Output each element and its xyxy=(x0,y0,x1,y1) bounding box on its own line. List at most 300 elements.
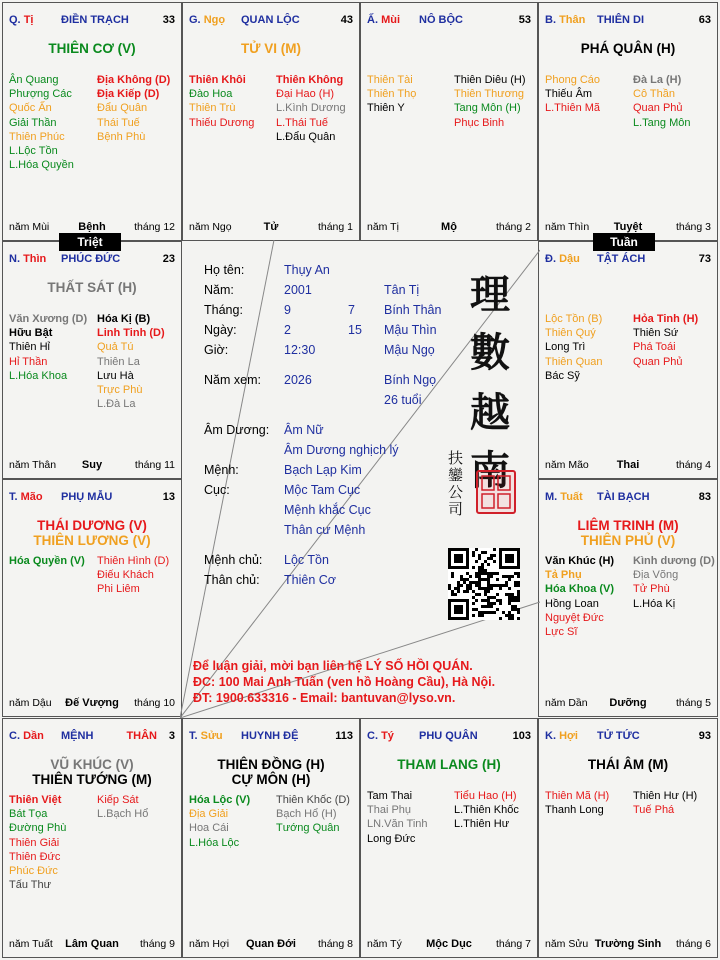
trang-sinh-stage: Mộc Dục xyxy=(426,938,472,950)
month-value: 9 xyxy=(284,303,291,317)
nguyet-han-month: tháng 4 xyxy=(675,459,711,471)
minor-star: Thiên Sứ xyxy=(633,327,679,340)
dai-han-number: 43 xyxy=(340,14,353,26)
palace-footer xyxy=(545,697,711,710)
minor-star: Kiếp Sát xyxy=(97,794,139,806)
minor-star: Thiên Thương xyxy=(454,88,525,101)
minor-stars-right xyxy=(276,793,350,836)
minor-star: Thiếu Âm xyxy=(545,88,593,101)
palace-name: TÀI BẠCH xyxy=(597,491,650,503)
minor-star: Lưu Hà xyxy=(97,369,134,382)
minor-star: L.Hóa Khoa xyxy=(9,369,68,382)
minor-star: Phượng Các xyxy=(9,88,72,101)
minor-star: Tướng Quân xyxy=(276,822,340,835)
minor-stars-right xyxy=(633,73,690,130)
minor-star: Hóa Khoa (V) xyxy=(545,583,615,596)
stem-label: G. xyxy=(189,14,201,26)
view-year-label: Năm xem: xyxy=(204,373,261,387)
minor-stars-right xyxy=(97,554,169,597)
palace-dan[interactable] xyxy=(2,718,182,958)
minor-star: Thiên Trù xyxy=(189,102,236,115)
nguyet-han-month: tháng 3 xyxy=(675,221,711,233)
palace-name: PHU QUÂN xyxy=(419,730,478,742)
minor-star: Linh Tinh (D) xyxy=(97,327,165,340)
minor-star: Thiên Mã (H) xyxy=(545,790,610,802)
nguyet-han-month: tháng 9 xyxy=(139,938,175,950)
trang-sinh-stage: Mộ xyxy=(441,221,457,233)
month-lunar: 7 xyxy=(348,303,355,317)
than-marker: THÂN xyxy=(126,730,157,742)
minor-star: Long Trì xyxy=(545,341,586,354)
minor-star: Long Đức xyxy=(367,832,416,845)
palace-header xyxy=(545,253,711,267)
minor-stars-left xyxy=(9,312,87,383)
palace-name: TỬ TỨC xyxy=(597,730,640,742)
year-label: Năm: xyxy=(204,283,234,297)
minor-star: Đà La (H) xyxy=(633,74,682,86)
minor-star: Địa Giải xyxy=(189,808,229,821)
trang-sinh-stage: Tử xyxy=(263,221,279,233)
minor-stars-left xyxy=(9,554,85,568)
palace-name: QUAN LỘC xyxy=(241,14,300,26)
menh-label: Mệnh: xyxy=(204,463,239,477)
palace-footer xyxy=(189,221,353,234)
trang-sinh-stage: Dưỡng xyxy=(609,697,647,709)
minor-stars-left xyxy=(189,793,250,850)
stem-label: C. xyxy=(367,730,378,742)
minor-stars-right xyxy=(97,793,148,821)
triet-tag: Triệt xyxy=(59,233,121,251)
nguyet-han-month: tháng 6 xyxy=(675,938,711,950)
stem-label: B. xyxy=(545,14,556,26)
palace-name: NÔ BỘC xyxy=(419,14,463,26)
hour-label: Giờ: xyxy=(204,343,229,357)
main-star: THIÊN LƯƠNG (V) xyxy=(33,533,151,548)
palace-name: TẬT ÁCH xyxy=(597,253,646,265)
day-value: 2 xyxy=(284,323,291,337)
minor-star: Tam Thai xyxy=(367,790,413,802)
palace-footer xyxy=(545,938,711,951)
minor-star: Thiên Phúc xyxy=(9,130,65,143)
palace-ty[interactable] xyxy=(360,718,538,958)
main-star: THAM LANG (H) xyxy=(397,757,501,772)
palace-footer xyxy=(9,938,175,951)
branch-label: Dần xyxy=(23,730,44,742)
minor-star: L.Lộc Tồn xyxy=(9,145,58,158)
palace-footer xyxy=(367,221,531,234)
minor-star: Tiểu Hao (H) xyxy=(454,790,517,802)
tieu-han-year: năm Thân xyxy=(9,459,57,471)
minor-star: Quốc Ấn xyxy=(9,102,52,115)
amduong-value: Âm Nữ xyxy=(284,423,324,437)
minor-star: L.Hóa Kị xyxy=(633,597,676,610)
minor-stars-right xyxy=(633,789,697,817)
amduong-note: Âm Dương nghịch lý xyxy=(284,443,399,457)
dai-han-number: 93 xyxy=(698,730,711,742)
palace-footer xyxy=(189,938,353,951)
minor-stars-right xyxy=(97,312,165,411)
minor-star: Địa Kiếp (D) xyxy=(97,88,160,101)
minor-stars-left xyxy=(189,73,254,130)
minor-stars-right xyxy=(97,73,170,144)
main-stars xyxy=(539,757,717,772)
palace-header xyxy=(9,491,175,505)
minor-star: Đại Hao (H) xyxy=(276,88,335,101)
tieu-han-year: năm Tý xyxy=(367,938,402,950)
minor-star: Thái Tuế xyxy=(97,116,140,129)
minor-stars-right xyxy=(454,73,526,130)
minor-star: Hữu Bật xyxy=(9,327,53,340)
main-stars xyxy=(183,41,359,56)
minor-star: Cô Thần xyxy=(633,88,675,101)
minor-star: L.Thiên Mã xyxy=(545,102,601,115)
minor-star: Tuế Phá xyxy=(633,804,675,817)
palace-header xyxy=(545,730,711,744)
branch-label: Sửu xyxy=(200,730,223,742)
stem-label: M. xyxy=(545,491,558,503)
minor-star: Phong Cáo xyxy=(545,74,601,86)
main-star: TỬ VI (M) xyxy=(241,41,301,56)
minor-star: Tang Môn (H) xyxy=(454,102,521,115)
main-stars xyxy=(539,41,717,56)
palace-hoi[interactable] xyxy=(538,718,718,958)
palace-branch xyxy=(9,730,44,742)
palace-branch xyxy=(545,491,583,503)
stem-label: C. xyxy=(9,730,20,742)
palace-tuat[interactable] xyxy=(538,479,718,717)
main-stars xyxy=(3,280,181,295)
minor-stars-left xyxy=(367,73,416,116)
minor-star: Điếu Khách xyxy=(97,569,154,582)
main-star: VŨ KHÚC (V) xyxy=(50,757,134,772)
name-label: Họ tên: xyxy=(204,263,245,277)
minor-star: Thiên Khôi xyxy=(189,74,246,86)
palace-name: ĐIỀN TRẠCH xyxy=(61,14,129,26)
minor-star: Hỉ Thần xyxy=(9,355,48,368)
year-canchi: Tân Tị xyxy=(384,283,420,297)
minor-star: Văn Xương (D) xyxy=(9,313,88,325)
calligraphy-small: 扶鑾公司 xyxy=(448,449,464,518)
tieu-han-year: năm Sửu xyxy=(545,938,589,950)
palace-dau[interactable] xyxy=(538,241,718,479)
minor-star: Thiên La xyxy=(97,355,140,368)
tieu-han-year: năm Tị xyxy=(367,221,399,233)
dai-han-number: 83 xyxy=(698,491,711,503)
minor-star: L.Hóa Lộc xyxy=(189,836,240,849)
main-star: THIÊN CƠ (V) xyxy=(48,41,136,56)
trang-sinh-stage: Suy xyxy=(81,459,103,471)
minor-star: Bát Tọa xyxy=(9,808,48,821)
palace-footer xyxy=(545,459,711,472)
nguyet-han-month: tháng 11 xyxy=(134,459,175,471)
minor-star: Thiên Khốc (D) xyxy=(276,794,350,806)
cuc-relation: Mệnh khắc Cục xyxy=(284,503,371,517)
calligraphy-char-3: 越 xyxy=(470,389,510,436)
minor-star: L.Bạch Hổ xyxy=(97,808,149,821)
minor-star: Thai Phụ xyxy=(367,804,412,817)
palace-header xyxy=(9,253,175,267)
tieu-han-year: năm Mão xyxy=(545,459,589,471)
main-star: THIÊN ĐỒNG (H) xyxy=(217,757,325,772)
palace-header xyxy=(367,730,531,744)
palace-branch xyxy=(9,491,43,503)
minor-star: Thiên Giải xyxy=(9,836,60,849)
nguyet-han-month: tháng 5 xyxy=(675,697,711,709)
minor-star: Ân Quang xyxy=(9,74,59,86)
minor-star: Quan Phủ xyxy=(633,355,683,368)
minor-star: Thanh Long xyxy=(545,804,604,817)
minor-star: Giải Thần xyxy=(9,116,57,129)
stem-label: Q. xyxy=(9,14,21,26)
minor-star: Thiên Việt xyxy=(9,794,62,806)
dai-han-number: 53 xyxy=(518,14,531,26)
palace-header xyxy=(9,14,175,28)
dai-han-number: 63 xyxy=(698,14,711,26)
minor-star: Đẩu Quân xyxy=(97,102,148,115)
minor-star: Thiên Tài xyxy=(367,74,413,86)
palace-branch xyxy=(367,14,400,26)
palace-header xyxy=(367,14,531,28)
trang-sinh-stage: Trường Sinh xyxy=(594,938,662,950)
minor-star: Trực Phù xyxy=(97,384,143,397)
palace-mao[interactable] xyxy=(2,479,182,717)
minor-star: Văn Khúc (H) xyxy=(545,555,615,567)
minor-star: LN.Văn Tinh xyxy=(367,818,428,831)
minor-star: Đào Hoa xyxy=(189,88,233,101)
tieu-han-year: năm Mùi xyxy=(9,221,50,233)
menh-chu-label: Mệnh chủ: xyxy=(204,553,263,567)
main-star: THIÊN PHỦ (V) xyxy=(580,533,676,548)
branch-label: Tuất xyxy=(560,491,583,503)
tieu-han-year: năm Dậu xyxy=(9,697,52,709)
minor-star: Lực Sĩ xyxy=(545,626,578,639)
than-chu-label: Thân chủ: xyxy=(204,573,260,587)
palace-mui[interactable] xyxy=(360,2,538,241)
branch-label: Tý xyxy=(381,730,394,742)
main-stars xyxy=(361,757,537,772)
minor-star: Thiên Không xyxy=(276,74,344,86)
month-canchi: Bính Thân xyxy=(384,303,442,317)
dai-han-number: 33 xyxy=(162,14,175,26)
palace-branch xyxy=(9,253,46,265)
name-value: Thụy An xyxy=(284,263,330,277)
minor-star: Thiên Y xyxy=(367,102,405,115)
minor-star: Bạch Hổ (H) xyxy=(276,808,337,821)
branch-label: Thìn xyxy=(23,253,47,265)
hour-value: 12:30 xyxy=(284,343,316,357)
trang-sinh-stage: Đế Vượng xyxy=(65,697,119,709)
day-canchi: Mậu Thìn xyxy=(384,323,437,337)
minor-stars-right xyxy=(454,789,519,832)
minor-star: L.Kình Dương xyxy=(276,102,346,115)
than-chu-value: Thiên Cơ xyxy=(284,573,336,587)
minor-star: Phi Liêm xyxy=(97,583,140,596)
tieu-han-year: năm Ngọ xyxy=(189,221,232,233)
nguyet-han-month: tháng 1 xyxy=(317,221,353,233)
palace-thin[interactable] xyxy=(2,241,182,479)
main-stars xyxy=(539,518,717,548)
minor-star: Địa Võng xyxy=(633,569,679,582)
minor-star: Hóa Kị (B) xyxy=(97,313,151,325)
minor-star: Quan Phủ xyxy=(633,102,683,115)
trang-sinh-stage: Lâm Quan xyxy=(65,938,119,950)
cuc-value: Mộc Tam Cục xyxy=(284,483,361,497)
minor-star: Thiên Hình (D) xyxy=(97,555,170,567)
minor-star: Lộc Tồn (B) xyxy=(545,313,603,325)
menh-chu-value: Lộc Tồn xyxy=(284,553,329,567)
palace-footer xyxy=(9,459,175,472)
main-star: CỰ MÔN (H) xyxy=(231,772,311,787)
nguyet-han-month: tháng 8 xyxy=(317,938,353,950)
amduong-label: Âm Dương: xyxy=(204,423,270,437)
branch-label: Tị xyxy=(23,14,34,26)
trang-sinh-stage: Quan Đới xyxy=(246,938,296,950)
minor-stars-left xyxy=(367,789,428,846)
nguyet-han-month: tháng 10 xyxy=(134,697,175,709)
minor-star: Tử Phù xyxy=(633,583,670,596)
main-star: THÁI ÂM (M) xyxy=(587,757,669,772)
palace-branch xyxy=(545,253,580,265)
minor-star: L.Tang Môn xyxy=(633,116,691,129)
minor-star: Thiên Hỉ xyxy=(9,341,50,354)
branch-label: Mão xyxy=(20,491,43,503)
minor-stars-right xyxy=(276,73,346,144)
palace-footer xyxy=(367,938,531,951)
qr-code[interactable] xyxy=(448,548,520,620)
palace-suu[interactable] xyxy=(182,718,360,958)
minor-star: Thiên Hư (H) xyxy=(633,790,698,802)
main-stars xyxy=(3,518,181,548)
nguyet-han-month: tháng 12 xyxy=(134,221,175,233)
main-stars xyxy=(3,757,181,787)
minor-star: Đường Phù xyxy=(9,822,67,835)
trang-sinh-stage: Tuyệt xyxy=(613,221,643,233)
palace-than[interactable] xyxy=(538,2,718,241)
minor-star: L.Hóa Quyền xyxy=(9,159,74,172)
main-star: PHÁ QUÂN (H) xyxy=(580,41,676,56)
minor-star: Hỏa Tinh (H) xyxy=(633,313,699,325)
seal-stamp xyxy=(476,470,516,514)
minor-star: Phúc Đức xyxy=(9,865,58,878)
palace-name: HUYNH ĐỆ xyxy=(241,730,299,742)
calligraphy-char-1: 理 xyxy=(470,271,510,318)
minor-star: Hoa Cái xyxy=(189,822,229,835)
palace-branch xyxy=(545,730,578,742)
day-lunar: 15 xyxy=(348,323,362,337)
year-value: 2001 xyxy=(284,283,312,297)
minor-star: Tả Phụ xyxy=(545,569,582,582)
minor-star: Phục Binh xyxy=(454,116,505,129)
dai-han-number: 13 xyxy=(162,491,175,503)
minor-stars-left xyxy=(9,73,74,172)
palace-header xyxy=(189,14,353,28)
trang-sinh-stage: Bệnh xyxy=(78,221,106,233)
stem-label: T. xyxy=(9,491,18,503)
than-cu: Thân cư Mệnh xyxy=(284,523,366,537)
minor-star: L.Đẩu Quân xyxy=(276,130,336,143)
calligraphy-char-2: 數 xyxy=(470,329,510,376)
stem-label: T. xyxy=(189,730,198,742)
main-star: THẤT SÁT (H) xyxy=(47,280,137,295)
tuan-tag: Tuần xyxy=(593,233,655,251)
tieu-han-year: năm Tuất xyxy=(9,938,53,950)
branch-label: Dậu xyxy=(559,253,580,265)
minor-star: Hóa Lộc (V) xyxy=(189,794,251,806)
palace-branch xyxy=(367,730,394,742)
palace-branch xyxy=(189,730,223,742)
main-stars xyxy=(3,41,181,56)
dai-han-number: 113 xyxy=(335,730,353,742)
minor-stars-left xyxy=(545,73,600,116)
stem-label: N. xyxy=(9,253,20,265)
stem-label: Đ. xyxy=(545,253,556,265)
minor-star: Hồng Loan xyxy=(545,597,599,610)
minor-star: Hóa Quyền (V) xyxy=(9,555,85,567)
palace-header xyxy=(545,491,711,505)
palace-branch xyxy=(9,14,33,26)
main-stars xyxy=(183,757,359,787)
minor-star: Bác Sỹ xyxy=(545,369,580,382)
dai-han-number: 3 xyxy=(168,730,175,742)
minor-star: Nguyệt Đức xyxy=(545,611,604,624)
view-year-canchi: Bính Ngọ xyxy=(384,373,437,387)
branch-label: Hợi xyxy=(559,730,578,742)
minor-star: Thiên Quan xyxy=(545,355,603,368)
nguyet-han-month: tháng 2 xyxy=(495,221,531,233)
palace-branch xyxy=(189,14,225,26)
calligraphy-char-4: 南 xyxy=(470,447,510,494)
palace-name: MỆNH xyxy=(61,730,94,742)
palace-ti[interactable] xyxy=(2,2,182,241)
dai-han-number: 103 xyxy=(512,730,531,742)
dai-han-number: 23 xyxy=(162,253,175,265)
minor-star: Bệnh Phù xyxy=(97,130,146,143)
minor-star: Thiên Quý xyxy=(545,327,596,340)
age-value: 26 tuổi xyxy=(384,393,422,407)
hour-canchi: Mậu Ngọ xyxy=(384,343,435,357)
minor-stars-left xyxy=(545,312,602,383)
minor-star: L.Thiên Khốc xyxy=(454,804,519,817)
palace-header xyxy=(189,730,353,744)
minor-star: Thiên Thọ xyxy=(367,88,417,101)
minor-star: Kình dương (D) xyxy=(633,555,715,567)
contact-line-2: ĐC: 100 Mai Anh Tuấn (ven hồ Hoàng Cầu), Hà Nội. xyxy=(193,675,496,689)
minor-stars-left xyxy=(545,789,609,817)
branch-label: Mùi xyxy=(381,14,401,26)
palace-name: PHỤ MẪU xyxy=(61,491,113,503)
main-star: THÁI DƯƠNG (V) xyxy=(37,518,147,533)
tieu-han-year: năm Thìn xyxy=(545,221,590,233)
view-year-value: 2026 xyxy=(284,373,312,387)
main-star: THIÊN TƯỚNG (M) xyxy=(32,772,152,787)
stem-label: K. xyxy=(545,730,556,742)
minor-stars-left xyxy=(9,793,66,892)
minor-star: Tấu Thư xyxy=(9,879,52,892)
stem-label: Ấ. xyxy=(367,14,378,26)
branch-label: Thân xyxy=(559,14,586,26)
palace-footer xyxy=(9,697,175,710)
minor-stars-left xyxy=(545,554,614,639)
contact-line-3: ĐT: 1900.633316 - Email: bantuvan@lyso.vn. xyxy=(193,691,456,705)
minor-star: Thiên Diêu (H) xyxy=(454,74,526,86)
tieu-han-year: năm Dần xyxy=(545,697,588,709)
minor-star: Phá Toái xyxy=(633,341,676,354)
main-star: LIÊM TRINH (M) xyxy=(577,518,679,533)
dai-han-number: 73 xyxy=(698,253,711,265)
contact-line-1: Để luận giải, mời bạn liên hệ LÝ SỐ HỒI QUÁN. xyxy=(193,659,473,673)
minor-star: Quả Tú xyxy=(97,341,134,354)
palace-ngo[interactable] xyxy=(182,2,360,241)
